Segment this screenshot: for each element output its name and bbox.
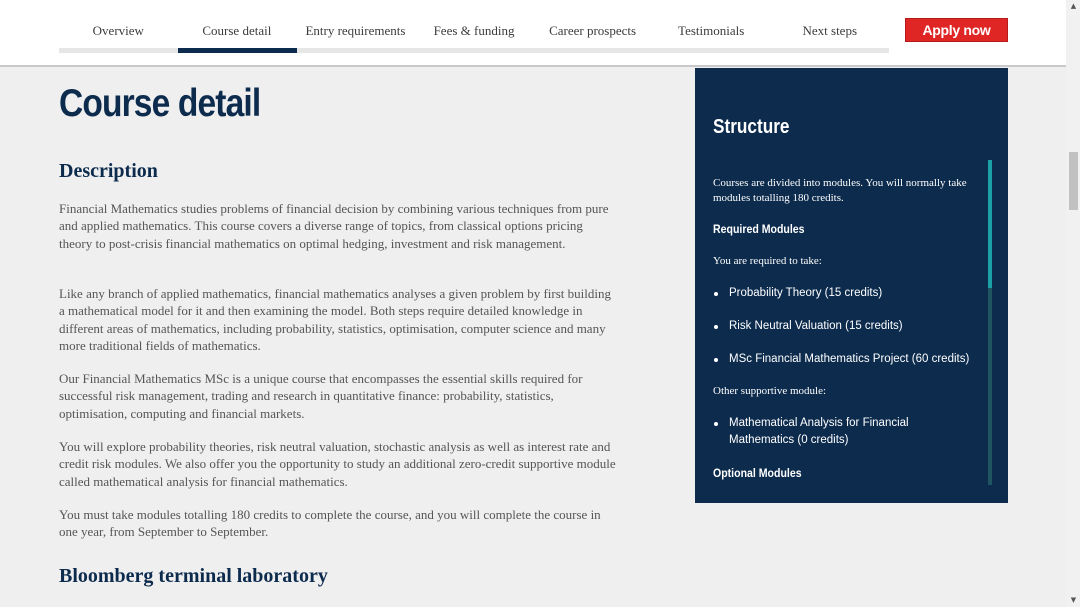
- tab-course-detail[interactable]: Course detail: [202, 23, 272, 38]
- tab-fees-funding[interactable]: Fees & funding: [433, 23, 515, 38]
- other-module-lead: Other supportive module:: [713, 385, 827, 397]
- module-name: Probability Theory (15 credits): [729, 287, 883, 299]
- course-nav-bar: [0, 0, 1066, 67]
- structure-scroll-thumb[interactable]: [988, 160, 992, 288]
- bullet-icon: [714, 325, 718, 329]
- list-item: [713, 351, 975, 368]
- apply-now-button[interactable]: Apply now: [905, 18, 1008, 42]
- module-name: Risk Neutral Valuation (15 credits): [729, 320, 903, 332]
- required-lead: You are required to take:: [713, 255, 822, 267]
- structure-intro: Courses are divided into modules. You will normally take modules totalling 180 credits.: [713, 177, 967, 204]
- tab-testimonials[interactable]: Testimonials: [678, 23, 745, 38]
- list-item: [713, 415, 975, 449]
- tab-entry-requirements[interactable]: Entry requirements: [305, 23, 406, 38]
- tab-overview[interactable]: Overview: [92, 23, 144, 38]
- active-tab-indicator: [178, 48, 297, 53]
- optional-modules-heading: Optional Modules: [713, 466, 802, 480]
- structure-title: Structure: [713, 116, 790, 138]
- module-name: MSc Financial Mathematics Project (60 credits): [729, 353, 970, 365]
- structure-panel: [695, 68, 1008, 503]
- tab-career-prospects[interactable]: Career prospects: [549, 23, 637, 38]
- required-modules-heading: Required Modules: [713, 222, 805, 236]
- page-title: Course detail: [59, 82, 261, 125]
- bullet-icon: [714, 292, 718, 296]
- list-item: [713, 318, 975, 335]
- description-paragraph-3: Our Financial Mathematics MSc is a unique course that encompasses the essential skills required for successful risk management, trading and research in quantitative finance: probability, statistics, optimisation, computing and financial markets.: [59, 371, 583, 421]
- scroll-up-arrow-icon[interactable]: ▲: [1070, 2, 1077, 10]
- bullet-icon: [714, 422, 718, 426]
- module-name: Mathematical Analysis for Financial Mathematics (0 credits): [729, 417, 909, 446]
- description-paragraph-2: Like any branch of applied mathematics, financial mathematics analyses a given problem by first building a mathematical model for it and then examining the model. Both steps require detailed knowledge in different areas of mathematics, including probability, statistics, optimisation, computer science and many more traditional fields of mathematics.: [59, 286, 611, 354]
- description-paragraph-5: You must take modules totalling 180 credits to complete the course, and you will complete the course in one year, from September to September.: [59, 507, 601, 540]
- description-paragraph-4: You will explore probability theories, risk neutral valuation, stochastic analysis as well as interest rate and credit risk modules. We also offer you the opportunity to study an additional zero-credit supportive module called mathematical analysis for financial mathematics.: [59, 439, 616, 489]
- description-heading: Description: [59, 160, 158, 182]
- page-scroll-thumb[interactable]: [1069, 152, 1078, 210]
- description-paragraph-1: Financial Mathematics studies problems of financial decision by combining various techniques from pure and applied mathematics. This course covers a diverse range of topics, from classical options pricing theory to post-crisis financial mathematics on optimal hedging, investment and risk management.: [59, 201, 609, 251]
- tab-next-steps[interactable]: Next steps: [802, 23, 858, 38]
- scroll-down-arrow-icon[interactable]: ▼: [1070, 596, 1077, 604]
- page-scrollbar[interactable]: [1066, 0, 1080, 607]
- list-item: [713, 285, 975, 302]
- bullet-icon: [714, 358, 718, 362]
- bloomberg-heading: Bloomberg terminal laboratory: [59, 565, 328, 587]
